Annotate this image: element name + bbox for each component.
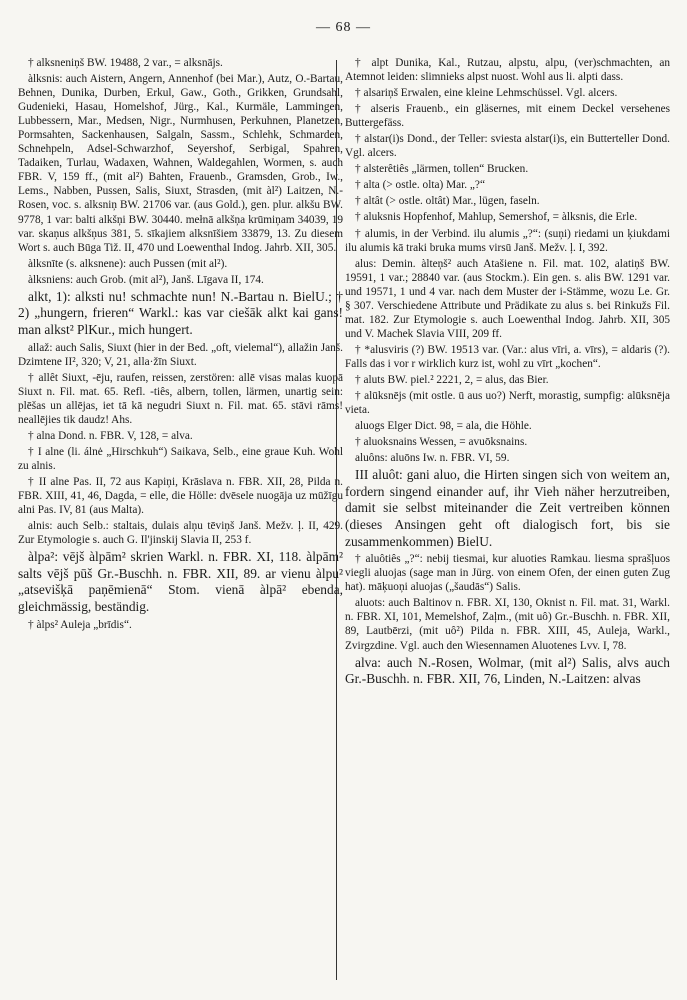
entry-aluots: aluots: auch Baltinov n. FBR. XI, 130, Oknist n. Fil. mat. 31, Warkl. n. FBR. XI, 101, Memelshof, Zaļm., (mit uô) Gr.-Buschh. n. FBR. XII, 89, Lautbērzi, (mit uô²) Pilda n. FBR. XIII, 45, Auleja, Warkl., Zvirgzdine. Vgl. auch den Wiesennamen Aluotenes Lvv. I, 78.	[345, 597, 670, 652]
entry-alumis: † alumis, in der Verbind. ilu alumis „?“: (suņi) riedami un ķiukdami ilu alumis kā traki bruka mums virsū Janš. Mežv. ļ. I, 392.	[345, 227, 670, 254]
entry-allaz: allaž: auch Salis, Siuxt (hier in der Bed. „oft, vielemal“), allažin Janš. Dzimtene II², 320; V, 21, alla·žīn Siuxt.	[18, 341, 343, 368]
entry-aluts: † aluts BW. piel.² 2221, 2, = alus, das Bier.	[355, 373, 549, 386]
entry-alus: alus: Demin. àlteņš² auch Atašiene n. Fil. mat. 102, alatiņš BW. 19591, 1 var.; 28840 var. (aus Stockm.). Ein gen. s. alis BW. 1291 var. und 19571, 1 und 4 var. nach dem Muster der i-Stämme, wozu Le. Gr. § 307. Verschiedene Attribute und Prädikate zu alus s. bei Rinkužs Fil. mat. 182. Zur Etymologie s. auch Loewenthal Indog. Jahrb. XII, 305 und V. Machek Slavia VIII, 209 ff.	[345, 257, 670, 340]
entry-alpa: àlpa²: vējš àlpām² skrien Warkl. n. FBR. XI, 118. àlpām² salts vējš pūš Gr.-Buschh. n. FBR. XII, 89. ar vienu àlpu² „atsevišķā paņēmienā“ Stom. vienā àlpā² ebenda, gleichmässig, beständig.	[18, 549, 343, 614]
entry-alva: alva: auch N.-Rosen, Wolmar, (mit al²) Salis, alvs auch Gr.-Buschh. n. FBR. XII, 76, Linden, N.-Laitzen: alvas	[345, 654, 670, 687]
entry-aluogs: aluogs Elger Dict. 98, = ala, die Höhle.	[355, 420, 532, 433]
entry-alusviris: † *alusviris (?) BW. 19513 var. (Var.: alus vīri, a. vīrs), = aldaris (?). Falls das i vor r wirklich kurz ist, wohl zu vīrt „kochen“.	[345, 343, 670, 370]
entry-alksnenins: † alksneniņš BW. 19488, 2 var., = alksnājs.	[28, 57, 223, 69]
entry-alstaris: † alstar(i)s Dond., der Teller: sviesta alstar(i)s, ein Butterteller Dond. Vgl. alcers.	[345, 133, 670, 160]
entry-aluksnis: † aluksnis Hopfenhof, Mahlup, Semershof, = àlksnis, die Erle.	[355, 211, 638, 224]
entry-alnis: alnis: auch Selb.: staltais, dulais alņu tēviņš Janš. Mežv. ļ. II, 429. Zur Etymologie s. auch G. Il'jinskij Slavia II, 253 f.	[18, 520, 343, 547]
entry-aluot-3: III aluôt: gani aluo, die Hirten singen sich von weitem an, fordern singend einander auf, ihr Vieh näher herzutreiben, damit sie selbst miteinander die Zeit vertreiben können (dieses Ansingen geht oft dialogisch fort, bis sie zusammenkommen) BielU.	[345, 467, 670, 549]
entry-alsteretie: † alsterêtiês „lärmen, tollen“ Brucken.	[355, 163, 529, 176]
entry-alksnite: àlksnīte (s. alksnene): auch Pussen (mit al²).	[28, 257, 228, 270]
entry-aluksnejs: † alūksnējs (mit ostle. ū aus uo?) Nerft, morastig, sumpfig: alūksnēja vieta.	[345, 390, 670, 417]
entry-alksnis: àlksnis: auch Aistern, Angern, Annenhof (bei Mar.), Autz, O.-Bartau, Behnen, Dunika, Durben, Erkul, Gaw., Goth., Grikken, Grundsahl, Gudenieki, Hasau, Homelshof, Jürg., Kal., Kurmäle, Lammingen, Lubbessern, Mar., Medsen, Nigr., Nurmhusen, Perkuhnen, Planetzen, Pormsahten, Sackenhausen, Salgaln, Sassm., Schlehk, Schmarden, Schnehpeln, Adsel-Schwarzhof, Seyershof, Serbigal, Spahren, Tadaiken, Turlau, Wadaxen, Wahnen, Waldegahlen, Wormen, s. auch FBR. V, 159 ff., (mit al²) Bahten, Frauenb., Gramsden, Grob., Iw., Lems., Nabben, Pussen, Salis, Siuxt, Strasden, (mit àl²) Laitzen, N.-Rosen, voc. s. alksniņ BW. 21706 var. (aus Gold.), gen. plur. alkšu BW. 9778, 1 var: balti alkšņi BW. 30440. mełnā alkšņa krūmiņam 34039, 19 var. skaņus alkšņus 381, 5. sīkajiem alksnīšiem 33879, 13. Zu diesem Wort s. auch Būga Tiž. II, 470 und Loewenthal Indog. Jahrb. XII, 305.	[18, 73, 343, 254]
entry-alne-1: † I alne (li. álnė „Hirschkuh“) Saikava, Selb., eine graue Kuh. Wohl zu alnis.	[18, 445, 343, 472]
entry-alksniens: àlksniens: auch Grob. (mit al²), Janš. Līgava II, 174.	[28, 273, 264, 286]
entry-aluons: aluôns: aluōns Iw. n. FBR. VI, 59.	[355, 452, 510, 465]
page-number: — 68 —	[316, 20, 371, 35]
entry-alseris: † alseris Frauenb., ein gläsernes, mit einem Deckel versehenes Buttergefäss.	[345, 103, 670, 130]
left-column	[18, 56, 343, 634]
entry-alta: † alta (> ostle. olta) Mar. „?“	[355, 179, 485, 192]
entry-alps: † àlps² Auleja „brīdis“.	[28, 618, 132, 631]
entry-alsarins: † alsariņš Erwalen, eine kleine Lehmschüssel. Vgl. alcers.	[355, 87, 618, 100]
entry-alne-2: † II alne Pas. II, 72 aus Kapiņi, Krāslava n. FBR. XII, 28, Pilda n. FBR. XIII, 41, 46, Dagda, = elle, die Hölle: dvēsele nuogāja uz mūžīgu alni Pas. IV, 81 (aus Malta).	[18, 475, 343, 517]
entry-alna: † alna Dond. n. FBR. V, 128, = alva.	[28, 429, 193, 442]
entry-alkt: alkt, 1): alksti nu! schmachte nun! N.-Bartau n. BielU.; † 2) „hungern, frieren“ Warkl.: kas var ciešāk alkt kai gans! man alkst² PlKur., mich hungert.	[18, 288, 343, 337]
entry-allet: † allêt Siuxt, -ēju, raufen, reissen, zerstören: allē visas malas kuopā Siuxt n. Fil. mat. 65. Refl. -tiês, albern, tollen, lärmen, unartig sein: plēšas un allējas, iet tā kā negudri Siuxt n. Fil. mat. 65. stāvi rāms! neallējies tik daudz! Ahs.	[18, 371, 343, 426]
entry-altat: † altât (> ostle. oltât) Mar., lügen, faseln.	[355, 195, 540, 208]
entry-aluoties: † aluôtiês „?“: nebij tiesmai, kur aluoties Ramkau. liesma sprašļuos viegli aluojas (sage man in Jürg. von einem Ofen, der einen guten Zug hat). māķuoņi aluojas („šaudās“) Salis.	[345, 553, 670, 594]
right-column	[345, 56, 670, 690]
entry-alpt: † alpt Dunika, Kal., Rutzau, alpstu, alpu, (ver)schmachten, an Atemnot leiden: slimnieks alpst nuost. Wohl aus li. alpti dass.	[345, 57, 670, 84]
entry-aluoksnains: † aluoksnains Wessen, = avuōksnains.	[355, 436, 528, 449]
